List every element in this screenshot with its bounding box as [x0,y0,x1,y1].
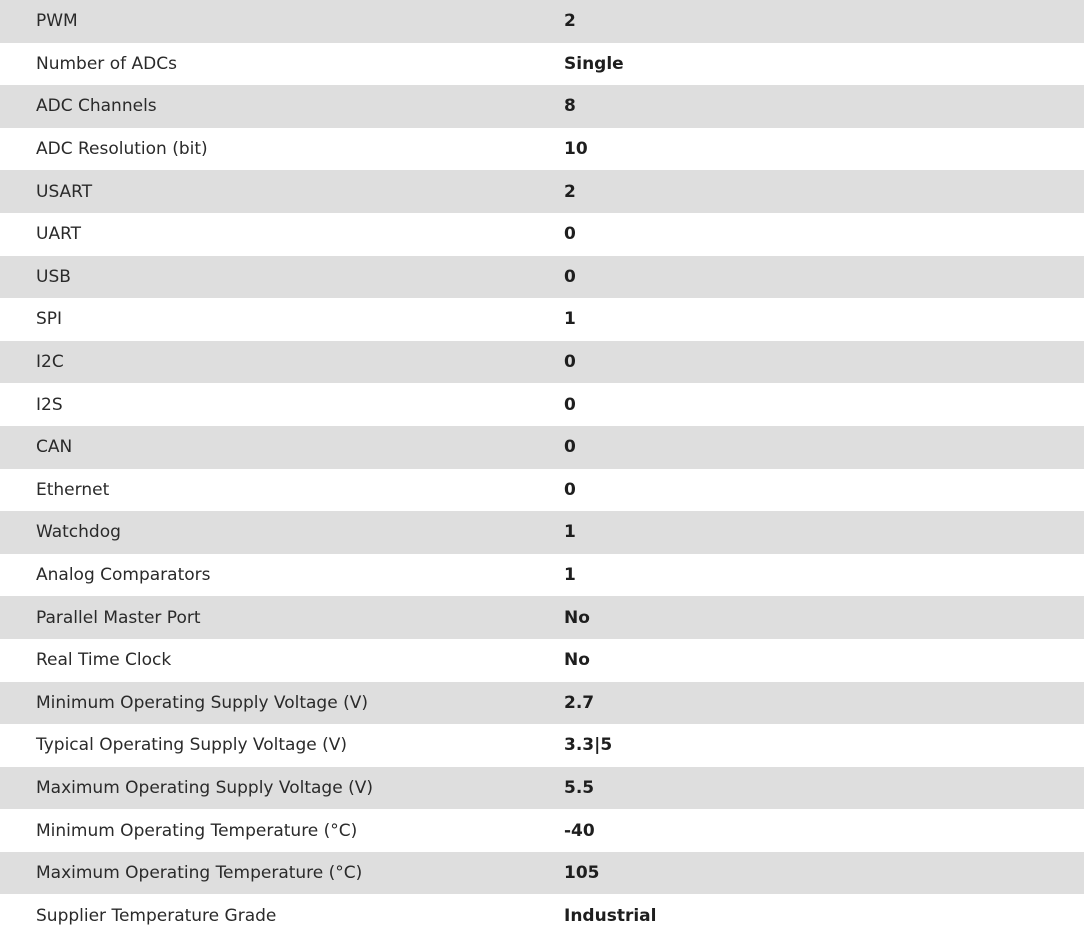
spec-row [0,341,1084,384]
spec-value: 0 [564,479,576,500]
spec-value: 2.7 [564,692,595,713]
spec-value: No [564,650,590,671]
spec-value: 0 [564,437,576,458]
spec-value: 2 [564,11,576,32]
spec-label: USB [36,266,71,287]
spec-row [0,809,1084,852]
spec-row [0,511,1084,554]
spec-label: CAN [36,437,73,458]
spec-label: Minimum Operating Temperature (°C) [36,820,358,841]
spec-label: PWM [36,11,78,32]
spec-row [0,852,1084,895]
spec-value: 2 [564,181,576,202]
spec-label: Number of ADCs [36,53,177,74]
spec-row [0,426,1084,469]
spec-value: 1 [564,309,576,330]
spec-row [0,724,1084,767]
spec-label: Parallel Master Port [36,607,201,628]
spec-row [0,596,1084,639]
spec-row [0,213,1084,256]
spec-row [0,894,1084,937]
spec-value: 1 [564,565,576,586]
spec-label: UART [36,224,82,245]
spec-label: USART [36,181,93,202]
spec-row [0,128,1084,171]
spec-label: Ethernet [36,479,110,500]
spec-row [0,554,1084,597]
spec-label: I2C [36,352,64,373]
spec-label: ADC Resolution (bit) [36,139,208,160]
spec-row [0,0,1084,43]
spec-value: 10 [564,139,588,160]
spec-label: ADC Channels [36,96,157,117]
spec-row [0,767,1084,810]
spec-value: No [564,607,590,628]
spec-label: Analog Comparators [36,565,211,586]
spec-label: I2S [36,394,63,415]
spec-label: Real Time Clock [36,650,172,671]
spec-row [0,256,1084,299]
spec-value: 3.3|5 [564,735,613,756]
spec-label: Typical Operating Supply Voltage (V) [36,735,347,756]
spec-row [0,639,1084,682]
spec-value: 8 [564,96,576,117]
spec-row [0,43,1084,86]
spec-value: 0 [564,224,576,245]
spec-label: Maximum Operating Temperature (°C) [36,863,363,884]
spec-value: 1 [564,522,576,543]
spec-row [0,85,1084,128]
spec-value: 5.5 [564,777,595,798]
spec-row [0,682,1084,725]
spec-label: Watchdog [36,522,121,543]
spec-row [0,298,1084,341]
spec-row [0,469,1084,512]
spec-value: -40 [564,820,595,841]
spec-value: Single [564,53,624,74]
spec-value: Industrial [564,905,657,926]
spec-value: 105 [564,863,600,884]
spec-row [0,170,1084,213]
spec-value: 0 [564,352,576,373]
spec-label: Supplier Temperature Grade [36,905,277,926]
spec-label: Maximum Operating Supply Voltage (V) [36,777,373,798]
spec-label: SPI [36,309,63,330]
spec-value: 0 [564,266,576,287]
spec-label: Minimum Operating Supply Voltage (V) [36,692,368,713]
spec-value: 0 [564,394,576,415]
spec-row [0,383,1084,426]
